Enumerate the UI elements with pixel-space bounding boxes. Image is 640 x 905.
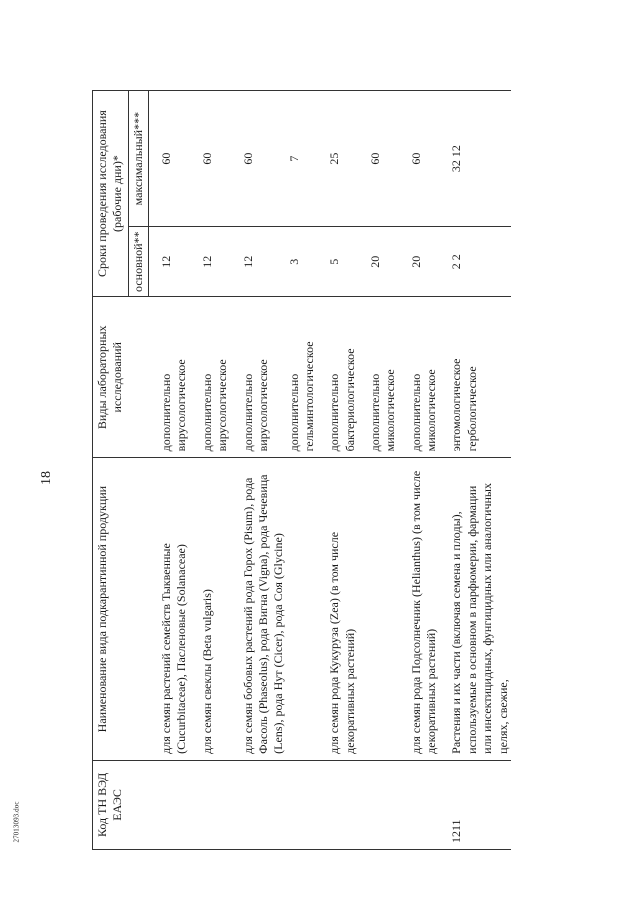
cell-max: 60	[241, 91, 287, 227]
cell-kind: дополнительно вирусологическое	[241, 297, 287, 458]
rotated-table-wrapper	[92, 90, 578, 850]
quarantine-table	[92, 90, 511, 850]
cell-base: 12	[241, 227, 287, 297]
header-terms: Сроки проведения исследования (рабочие дни)*	[93, 91, 129, 297]
table-row	[287, 91, 318, 850]
cell-code	[159, 760, 190, 849]
cell-code	[409, 760, 440, 849]
cell-name	[287, 458, 318, 760]
footer-file-name: 27013093.doc	[12, 801, 21, 843]
cell-base: 20	[368, 227, 399, 297]
cell-name: Растения и их части (включая семена и плоды), используемые в основном в парфюмерии, фармации или инсектицидных, фунгицидных или аналогичных целях, свежие,	[449, 458, 510, 760]
cell-code	[241, 760, 287, 849]
cell-code	[287, 760, 318, 849]
cell-name: для семян растений семейств Тыквенные (Cucurbitaceae), Пасленовые (Solanaceae)	[159, 458, 190, 760]
header-kind: Виды лабораторных исследований	[93, 297, 149, 458]
cell-kind: дополнительно вирусологическое	[159, 297, 190, 458]
cell-kind: дополнительно бактериологическое	[327, 297, 358, 458]
table-row	[327, 91, 358, 850]
cell-name	[368, 458, 399, 760]
cell-code: 1211	[449, 760, 510, 849]
cell-code	[200, 760, 231, 849]
cell-base: 5	[327, 227, 358, 297]
table-row	[409, 91, 440, 850]
cell-kind: энтомологическое гербологическое	[449, 297, 510, 458]
cell-max: 60	[159, 91, 190, 227]
cell-kind: дополнительно микологическое	[409, 297, 440, 458]
cell-code	[368, 760, 399, 849]
table-row	[241, 91, 287, 850]
cell-name: для семян свеклы (Beta vulgaris)	[200, 458, 231, 760]
cell-max: 7	[287, 91, 318, 227]
cell-kind: дополнительно гельминтологическое	[287, 297, 318, 458]
table-row	[200, 91, 231, 850]
cell-kind: дополнительно микологическое	[368, 297, 399, 458]
page-number: 18	[39, 471, 54, 485]
header-max: максимальный***	[128, 91, 148, 227]
cell-name: для семян рода Кукуруза (Zea) (в том числе декоративных растений)	[327, 458, 358, 760]
cell-max: 60	[368, 91, 399, 227]
cell-base: 12	[200, 227, 231, 297]
table-row	[449, 91, 510, 850]
cell-name: для семян бобовых растений рода Горох (Pisum), рода Фасоль (Phaseolus), рода Вигна (Vigna), рода Чечевица (Lens), рода Нут (Cicer), рода Соя (Glycine)	[241, 458, 287, 760]
cell-max: 60	[200, 91, 231, 227]
header-code: Код ТН ВЭД ЕАЭС	[93, 760, 149, 849]
cell-base: 2 2	[449, 227, 510, 297]
cell-base: 12	[159, 227, 190, 297]
cell-max: 25	[327, 91, 358, 227]
cell-base: 3	[287, 227, 318, 297]
table-row	[159, 91, 190, 850]
cell-max: 32 12	[449, 91, 510, 227]
header-base: основной**	[128, 227, 148, 297]
table-row	[368, 91, 399, 850]
cell-code	[327, 760, 358, 849]
cell-max: 60	[409, 91, 440, 227]
header-name: Наименование вида подкарантинной продукции	[93, 458, 149, 760]
cell-name: для семян рода Подсолнечник (Helianthus) (в том числе декоративных растений)	[409, 458, 440, 760]
cell-kind: дополнительно вирусологическое	[200, 297, 231, 458]
cell-base: 20	[409, 227, 440, 297]
